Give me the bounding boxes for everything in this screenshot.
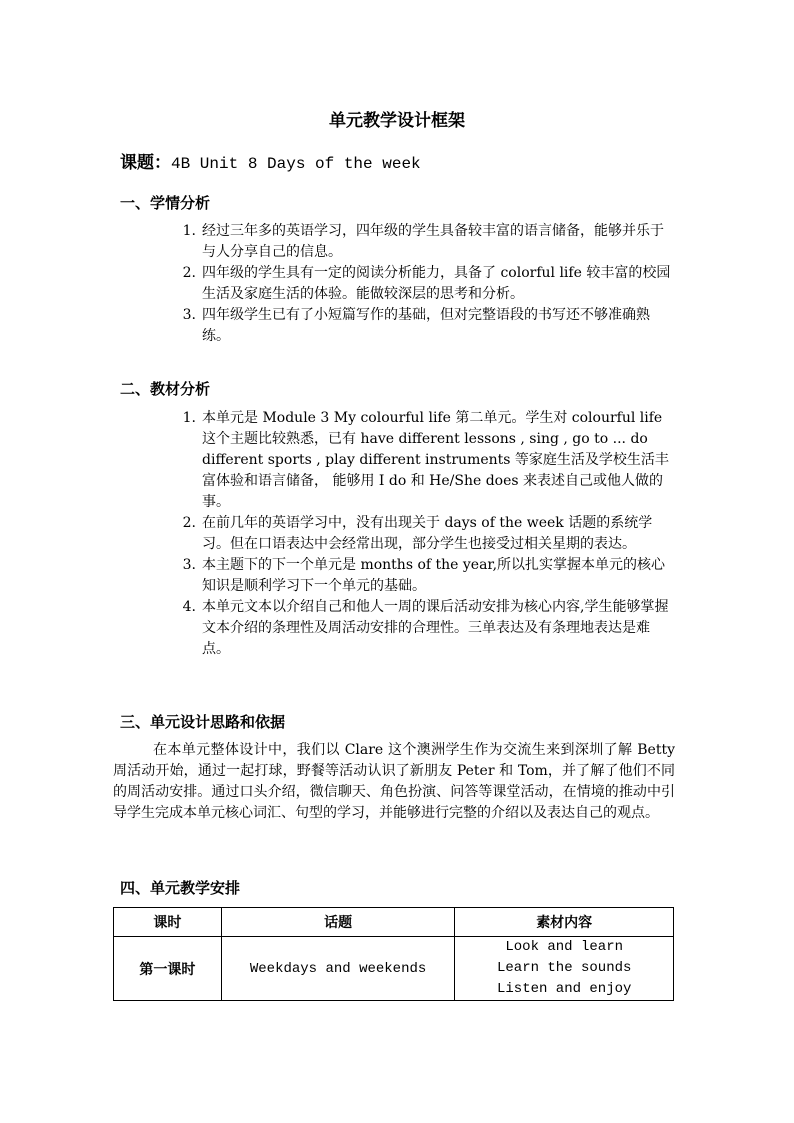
- item-number: 1.: [182, 410, 196, 426]
- lesson-subject: [120, 148, 421, 173]
- materials-cell: [455, 937, 674, 1001]
- item-number: 2.: [182, 515, 196, 531]
- item-number: 1.: [182, 223, 196, 239]
- item-number: 3.: [182, 307, 196, 323]
- list-item: [170, 221, 675, 263]
- item-text: 本主题下的下一个单元是 months of the year,所以扎实掌握本单元的核心知识是顺利学习下一个单元的基础。: [202, 557, 666, 594]
- list-item: [170, 305, 675, 347]
- item-text: 四年级的学生具有一定的阅读分析能力，具备了 colorful life 较丰富的校园生活及家庭生活的体验。能做较深层的思考和分析。: [202, 265, 671, 302]
- item-text: 在前几年的英语学习中，没有出现关于 days of the week 话题的系统学习。但在口语表达中会经常出现，部分学生也接受过相关星期的表达。: [202, 515, 653, 552]
- table-header-row: [114, 908, 674, 937]
- material-item: Learn the sounds: [496, 960, 632, 976]
- item-number: 4.: [182, 599, 196, 615]
- learner-analysis-list: [170, 221, 675, 347]
- table-row: [114, 937, 674, 1001]
- section-heading-learner-analysis: 一、学情分析: [120, 194, 211, 212]
- item-number: 2.: [182, 265, 196, 281]
- column-header-topic: 话题: [221, 908, 455, 937]
- list-item: [170, 555, 675, 597]
- item-text: 经过三年多的英语学习，四年级的学生具备较丰富的语言储备，能够并乐于与人分享自己的信息。: [202, 223, 664, 260]
- subject-value: 4B Unit 8 Days of the week: [171, 155, 421, 173]
- subject-label: 课题：: [120, 153, 171, 173]
- material-item: Listen and enjoy: [496, 981, 632, 997]
- material-item: Look and learn: [505, 939, 623, 955]
- column-header-lesson: 课时: [114, 908, 222, 937]
- column-header-materials: 素材内容: [455, 908, 674, 937]
- section-heading-material-analysis: 二、教材分析: [120, 380, 211, 398]
- item-text: 本单元文本以介绍自己和他人一周的课后活动安排为核心内容,学生能够掌握文本介绍的条理性及周活动安排的合理性。三单表达及有条理地表达是难点。: [202, 599, 669, 657]
- design-rationale-paragraph: 在本单元整体设计中，我们以 Clare 这个澳洲学生作为交流生来到深圳了解 Betty 周活动开始，通过一起打球，野餐等活动认识了新朋友 Peter 和 Tom，并了解了他们不同的周活动安排。通过口头介绍，微信聊天、角色扮演、问答等课堂活动，在情境的推动中引导学生完成本单元核心词汇、句型的学习，并能够进行完整的介绍以及表达自己的观点。: [113, 742, 675, 821]
- list-item: [170, 408, 675, 513]
- section-heading-design-rationale: 三、单元设计思路和依据: [120, 713, 286, 731]
- item-text: 四年级学生已有了小短篇写作的基础，但对完整语段的书写还不够准确熟练。: [202, 307, 650, 344]
- list-item: [170, 597, 675, 660]
- material-analysis-list: [170, 408, 675, 660]
- item-text: 本单元是 Module 3 My colourful life 第二单元。学生对 colourful life 这个主题比较熟悉，已有 have different lessons , sing , go to ... do different sports , play different instruments 等家庭生活及学校生活丰富体验和语言储备， 能够用 I do 和 He/She does 来表述自己或他人做的事。: [202, 410, 669, 510]
- list-item: [170, 513, 675, 555]
- item-number: 3.: [182, 557, 196, 573]
- section-heading-teaching-arrangement: 四、单元教学安排: [120, 879, 241, 897]
- list-item: [170, 263, 675, 305]
- document-title: 单元教学设计框架: [329, 111, 465, 131]
- teaching-arrangement-table: [113, 907, 674, 1001]
- lesson-cell: 第一课时: [114, 937, 222, 1001]
- topic-cell: Weekdays and weekends: [221, 937, 455, 1001]
